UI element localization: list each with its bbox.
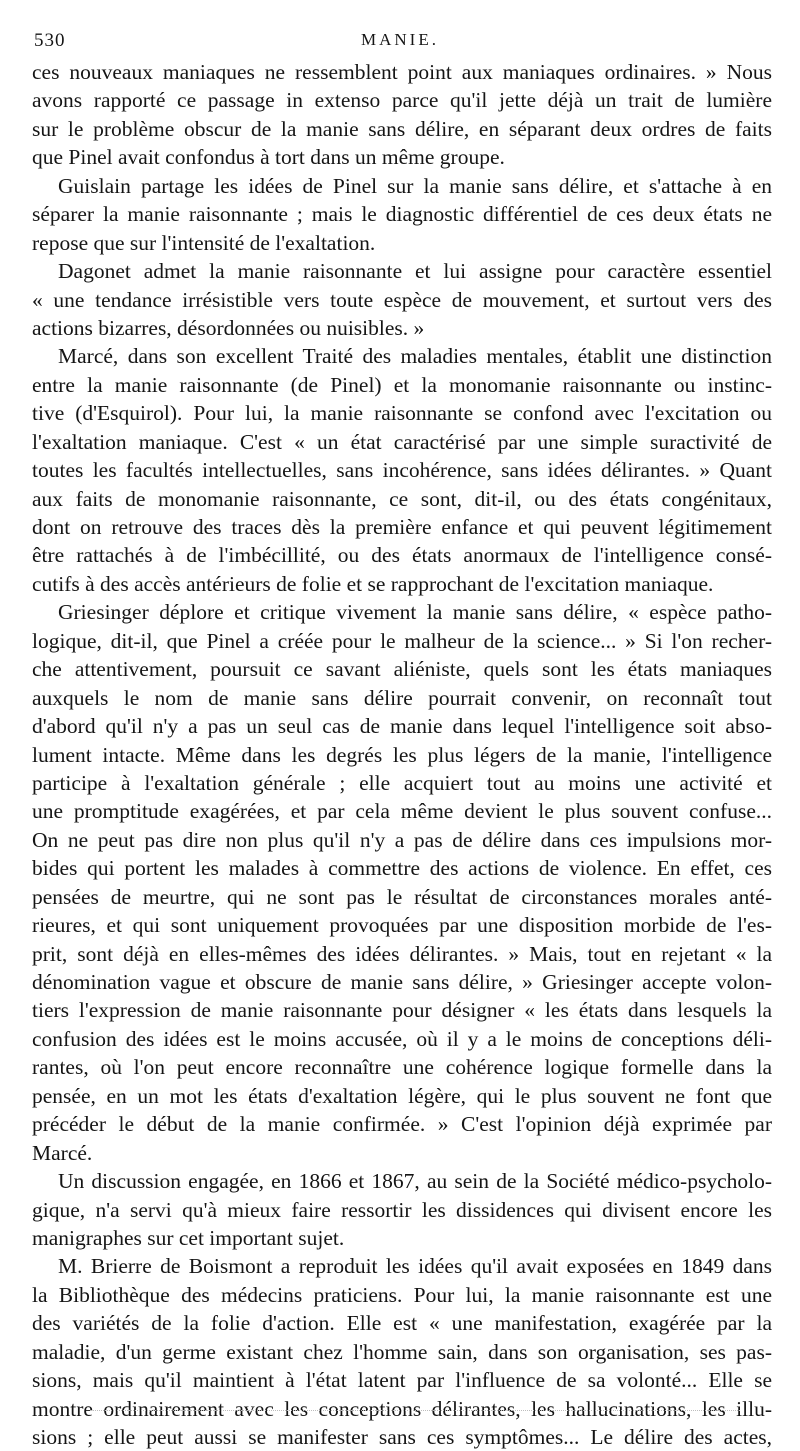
text-line: tive (d'Esquirol). Pour lui, la manie raisonnante se confond avec l'excitation ou bbox=[32, 401, 772, 426]
text-line: confusion des idées est le moins accusée, où il y a le moins de conceptions déli- bbox=[32, 1026, 772, 1051]
text-line: montre ordinairement avec les conceptions délirantes, les hallucinations, les illu- bbox=[32, 1396, 772, 1421]
text-line: gique, n'a servi qu'à mieux faire ressortir les dissidences qui divisent encore les bbox=[32, 1197, 772, 1222]
text-line: aux faits de monomanie raisonnante, ce sont, dit-il, ou des états congénitaux, bbox=[32, 486, 772, 511]
text-line: rieures, et qui sont uniquement provoquées par une disposition morbide de l'es- bbox=[32, 913, 772, 938]
text-line: Dagonet admet la manie raisonnante et lui assigne pour caractère essentiel bbox=[58, 259, 772, 284]
text-line: rantes, où l'on peut encore reconnaître une cohérence logique formelle dans la bbox=[32, 1055, 772, 1080]
text-line: repose que sur l'intensité de l'exaltation. bbox=[32, 230, 376, 255]
text-line: des variétés de la folie d'action. Elle est « une manifestation, exagérée par la bbox=[32, 1311, 772, 1336]
text-line: dénomination vague et obscure de manie sans délire, » Griesinger accepte volon- bbox=[32, 970, 772, 994]
page-number: 530 bbox=[34, 30, 66, 51]
text-line: séparer la manie raisonnante ; mais le diagnostic différentiel de ces deux états ne bbox=[32, 202, 772, 227]
text-line: pensées de meurtre, qui ne sont pas le résultat de circonstances morales anté- bbox=[32, 884, 772, 909]
text-line: actions bizarres, désordonnées ou nuisibles. » bbox=[32, 315, 425, 340]
page-header bbox=[34, 30, 766, 56]
text-line: « une tendance irrésistible vers toute espèce de mouvement, et surtout vers des bbox=[32, 287, 772, 312]
text-line: Marcé. bbox=[32, 1140, 93, 1165]
text-line: être rattachés à de l'imbécillité, ou des états anormaux de l'intelligence consé- bbox=[32, 543, 772, 568]
text-line: maladie, d'un germe existant chez l'homme sain, dans son organisation, ses pas- bbox=[32, 1339, 772, 1364]
text-line: sur le problème obscur de la manie sans délire, en séparant deux ordres de faits bbox=[32, 116, 772, 141]
text-line: lument intacte. Même dans les degrés les plus légers de la manie, l'intelligence bbox=[32, 742, 772, 767]
text-line: bides qui portent les malades à commettre des actions de violence. En effet, ces bbox=[32, 856, 772, 881]
text-line: Marcé, dans son excellent Traité des maladies mentales, établit une distinction bbox=[58, 344, 772, 369]
text-line: cutifs à des accès antérieurs de folie et se rapprochant de l'excitation maniaque. bbox=[32, 571, 714, 596]
text-line: précéder le début de la manie confirmée. » C'est l'opinion déjà exprimée par bbox=[32, 1112, 772, 1137]
text-line: Un discussion engagée, en 1866 et 1867, au sein de la Société médico-psycholo- bbox=[58, 1169, 772, 1194]
text-line: prit, sont déjà en elles-mêmes des idées délirantes. » Mais, tout en rejetant « la bbox=[32, 941, 772, 966]
text-line: On ne peut pas dire non plus qu'il n'y a pas de délire dans ces impulsions mor- bbox=[32, 827, 772, 852]
text-line: la Bibliothèque des médecins praticiens. Pour lui, la manie raisonnante est une bbox=[32, 1282, 772, 1307]
text-line: sions ; elle peut aussi se manifester sans ces symptômes... Le délire des actes, bbox=[32, 1425, 772, 1449]
text-line: d'abord qu'il n'y a pas un seul cas de manie dans lequel l'intelligence soit abso- bbox=[32, 714, 772, 739]
text-line: ces nouveaux maniaques ne ressemblent point aux maniaques ordinaires. » Nous bbox=[32, 60, 772, 84]
text-line: dont on retrouve des traces dès la première enfance et qui peuvent légitimement bbox=[32, 515, 772, 539]
text-line: Griesinger déplore et critique vivement la manie sans délire, « espèce patho- bbox=[58, 600, 772, 625]
text-line: che attentivement, poursuit ce savant aliéniste, quels sont les états maniaques bbox=[32, 657, 772, 682]
text-line: manigraphes sur cet important sujet. bbox=[32, 1225, 345, 1250]
text-line: Guislain partage les idées de Pinel sur la manie sans délire, et s'attache à en bbox=[58, 173, 772, 198]
text-line: entre la manie raisonnante (de Pinel) et la monomanie raisonnante ou instinc- bbox=[32, 372, 772, 397]
text-line: une promptitude exagérées, et par cela même devient le plus souvent confuse... bbox=[32, 799, 772, 824]
body-text bbox=[32, 58, 772, 1451]
text-line: auxquels le nom de manie sans délire pourrait convenir, on reconnaît tout bbox=[32, 685, 772, 710]
text-line: tiers l'expression de manie raisonnante pour désigner « les états dans lesquels la bbox=[32, 998, 772, 1023]
text-line: avons rapporté ce passage in extenso parce qu'il jette déjà un trait de lumière bbox=[32, 88, 772, 113]
text-line: logique, dit-il, que Pinel a créée pour le malheur de la science... » Si l'on recher- bbox=[32, 628, 772, 653]
bottom-bleed-through-rule bbox=[90, 1410, 740, 1411]
text-line: l'exaltation maniaque. C'est « un état caractérisé par une simple suractivité de bbox=[32, 429, 772, 454]
running-title: MANIE. bbox=[361, 30, 439, 49]
text-line: participe à l'exaltation générale ; elle acquiert tout au moins une activité et bbox=[32, 770, 772, 795]
text-line: sions, mais qu'il maintient à l'état latent par l'influence de sa volonté... Elle se bbox=[32, 1368, 772, 1393]
text-line: toutes les facultés intellectuelles, sans incohérence, sans idées délirantes. » Quant bbox=[32, 458, 772, 483]
text-line: que Pinel avait confondus à tort dans un même groupe. bbox=[32, 145, 505, 170]
text-line: pensée, en un mot les états d'exaltation légère, qui le plus souvent ne font que bbox=[32, 1083, 772, 1108]
text-line: M. Brierre de Boismont a reproduit les idées qu'il avait exposées en 1849 dans bbox=[58, 1254, 772, 1279]
